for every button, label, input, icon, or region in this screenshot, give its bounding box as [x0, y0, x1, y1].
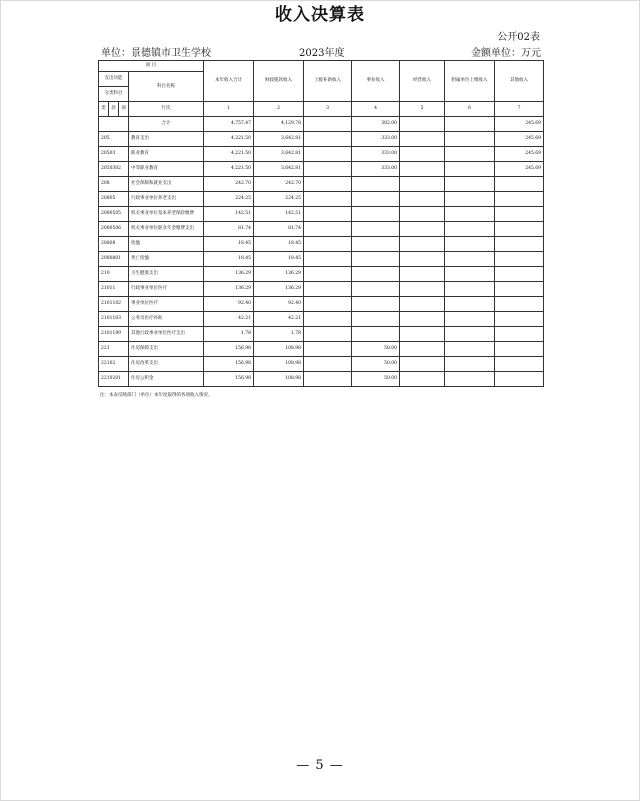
- amount-cell: 92.40: [254, 297, 304, 312]
- col-header: 事业收入: [352, 61, 400, 102]
- amount-cell: [352, 297, 400, 312]
- subject-name: 抚恤: [129, 237, 204, 252]
- amount-cell: 50.00: [352, 342, 400, 357]
- amount-cell: [400, 372, 445, 387]
- amount-cell: [400, 192, 445, 207]
- col-number: 3: [304, 102, 352, 117]
- subject-name: 中等职业教育: [129, 162, 204, 177]
- amount-cell: [352, 312, 400, 327]
- amount-cell: [352, 282, 400, 297]
- subject-name: 教育支出: [129, 132, 204, 147]
- amount-cell: [304, 312, 352, 327]
- amount-cell: 3,642.81: [254, 132, 304, 147]
- subject-code: 210: [99, 267, 129, 282]
- table-row: [99, 327, 544, 342]
- subject-name: 卫生健康支出: [129, 267, 204, 282]
- col-number: 5: [400, 102, 445, 117]
- amount-cell: [400, 357, 445, 372]
- subject-name: 事业单位医疗: [129, 297, 204, 312]
- amount-cell: 18.45: [204, 252, 254, 267]
- amount-cell: 42.21: [254, 312, 304, 327]
- amount-cell: 18.45: [204, 237, 254, 252]
- subject-code: 20503: [99, 147, 129, 162]
- func-class-header-2: 分类科目: [99, 87, 129, 102]
- amount-cell: 42.21: [204, 312, 254, 327]
- table-row: [99, 267, 544, 282]
- amount-cell: 136.29: [254, 267, 304, 282]
- col-header: 其他收入: [495, 61, 544, 102]
- subject-code: 2050302: [99, 162, 129, 177]
- col-header: 财政拨款收入: [254, 61, 304, 102]
- amount-cell: [495, 282, 544, 297]
- amount-cell: [495, 312, 544, 327]
- amount-cell: 156.98: [204, 372, 254, 387]
- amount-cell: [445, 132, 495, 147]
- total-row: [99, 117, 544, 132]
- subject-code: 205: [99, 132, 129, 147]
- amount-cell: [445, 207, 495, 222]
- amount-cell: [352, 222, 400, 237]
- amount-cell: [400, 147, 445, 162]
- col-number: 4: [352, 102, 400, 117]
- amount-cell: [445, 162, 495, 177]
- total-label: 合计: [129, 117, 204, 132]
- amount-cell: [304, 267, 352, 282]
- table-row: [99, 132, 544, 147]
- amount-cell: 108.98: [254, 357, 304, 372]
- amount-cell: 136.29: [254, 282, 304, 297]
- amount-cell: [445, 177, 495, 192]
- amount-cell: 245.69: [495, 132, 544, 147]
- amount-cell: [445, 327, 495, 342]
- table-row: [99, 252, 544, 267]
- table-row: [99, 222, 544, 237]
- subject-name: 机关事业单位职业年金缴费支出: [129, 222, 204, 237]
- amount-cell: [400, 297, 445, 312]
- amount-cell: 245.69: [495, 147, 544, 162]
- row-no-header: 行次: [129, 102, 204, 117]
- amount-cell: 333.00: [352, 132, 400, 147]
- amount-unit: 金额单位：万元: [471, 48, 541, 59]
- total-value: 4,757.47: [204, 117, 254, 132]
- amount-cell: [495, 222, 544, 237]
- amount-cell: [495, 207, 544, 222]
- amount-cell: [445, 192, 495, 207]
- subject-code: 20808: [99, 237, 129, 252]
- amount-cell: [495, 252, 544, 267]
- subject-code: 2101199: [99, 327, 129, 342]
- amount-cell: 3,642.81: [254, 162, 304, 177]
- amount-cell: 136.29: [204, 282, 254, 297]
- col-header: 上级补助收入: [304, 61, 352, 102]
- amount-cell: 18.45: [254, 237, 304, 252]
- table-row: [99, 282, 544, 297]
- amount-cell: 4,221.50: [204, 147, 254, 162]
- amount-cell: [495, 267, 544, 282]
- amount-cell: [495, 372, 544, 387]
- amount-cell: [400, 327, 445, 342]
- subject-code: 221: [99, 342, 129, 357]
- subject-name-header: 科目名称: [129, 72, 204, 102]
- amount-cell: [445, 342, 495, 357]
- subject-code: 2080505: [99, 207, 129, 222]
- amount-cell: [400, 162, 445, 177]
- amount-cell: [400, 312, 445, 327]
- amount-cell: [304, 252, 352, 267]
- amount-cell: [352, 237, 400, 252]
- amount-cell: [304, 162, 352, 177]
- amount-cell: [304, 372, 352, 387]
- amount-cell: [304, 342, 352, 357]
- lei-header: 类: [99, 102, 109, 117]
- total-value: 245.69: [495, 117, 544, 132]
- amount-cell: [445, 237, 495, 252]
- amount-cell: [495, 327, 544, 342]
- amount-cell: 333.00: [352, 147, 400, 162]
- amount-cell: [445, 252, 495, 267]
- amount-cell: [445, 267, 495, 282]
- subject-code: 20805: [99, 192, 129, 207]
- amount-cell: [445, 147, 495, 162]
- amount-cell: [352, 207, 400, 222]
- page-title: 收入决算表: [275, 5, 365, 25]
- amount-cell: [445, 297, 495, 312]
- table-row: [99, 192, 544, 207]
- table-row: [99, 357, 544, 372]
- amount-cell: [304, 222, 352, 237]
- amount-cell: [495, 297, 544, 312]
- func-class-header: 支出功能: [99, 72, 129, 87]
- amount-cell: 3,642.81: [254, 147, 304, 162]
- subject-name: 行政事业单位医疗: [129, 282, 204, 297]
- amount-cell: [495, 342, 544, 357]
- table-row: [99, 372, 544, 387]
- amount-cell: 108.98: [254, 372, 304, 387]
- subject-code: 208: [99, 177, 129, 192]
- amount-cell: [304, 297, 352, 312]
- amount-cell: 1.78: [204, 327, 254, 342]
- subject-name: 职业教育: [129, 147, 204, 162]
- amount-cell: 142.51: [254, 207, 304, 222]
- amount-cell: [304, 207, 352, 222]
- amount-cell: [445, 222, 495, 237]
- amount-cell: [352, 192, 400, 207]
- amount-cell: [495, 357, 544, 372]
- amount-cell: 1.78: [254, 327, 304, 342]
- amount-cell: [352, 267, 400, 282]
- subject-code: 22102: [99, 357, 129, 372]
- subject-name: 社会保障和就业支出: [129, 177, 204, 192]
- amount-cell: [445, 282, 495, 297]
- amount-cell: [400, 237, 445, 252]
- col-number: 6: [445, 102, 495, 117]
- subject-name: 住房公积金: [129, 372, 204, 387]
- subject-code: 2101102: [99, 297, 129, 312]
- table-row: [99, 147, 544, 162]
- unit-row: [101, 44, 541, 58]
- amount-cell: [400, 342, 445, 357]
- subject-name: 其他行政事业单位医疗支出: [129, 327, 204, 342]
- subject-name: 行政事业单位养老支出: [129, 192, 204, 207]
- fiscal-year: 2023年度: [299, 48, 345, 59]
- col-header: 本年收入合计: [204, 61, 254, 102]
- amount-cell: 245.69: [495, 162, 544, 177]
- amount-cell: [304, 177, 352, 192]
- amount-cell: [400, 132, 445, 147]
- amount-cell: [352, 327, 400, 342]
- amount-cell: [445, 372, 495, 387]
- amount-cell: 224.25: [254, 192, 304, 207]
- total-value: [445, 117, 495, 132]
- amount-cell: [495, 192, 544, 207]
- subject-name: 死亡抚恤: [129, 252, 204, 267]
- amount-cell: [304, 327, 352, 342]
- income-table: [98, 60, 544, 387]
- subject-name: 公务员医疗补助: [129, 312, 204, 327]
- amount-cell: [304, 147, 352, 162]
- amount-cell: [400, 207, 445, 222]
- amount-cell: [304, 282, 352, 297]
- kuan-header: 款: [109, 102, 119, 117]
- subject-name: 住房保障支出: [129, 342, 204, 357]
- amount-cell: [304, 237, 352, 252]
- table-row: [99, 177, 544, 192]
- subject-code: 2080506: [99, 222, 129, 237]
- amount-cell: [445, 357, 495, 372]
- col-number: 7: [495, 102, 544, 117]
- unit-label: 单位：景德镇市卫生学校: [101, 48, 211, 59]
- amount-cell: [304, 192, 352, 207]
- amount-cell: 136.29: [204, 267, 254, 282]
- amount-cell: [445, 312, 495, 327]
- table-row: [99, 162, 544, 177]
- amount-cell: 242.70: [254, 177, 304, 192]
- total-value: [304, 117, 352, 132]
- amount-cell: 92.40: [204, 297, 254, 312]
- table-row: [99, 237, 544, 252]
- subject-code: 2080801: [99, 252, 129, 267]
- xiang-header: 项: [119, 102, 129, 117]
- amount-cell: [352, 252, 400, 267]
- table-row: [99, 312, 544, 327]
- amount-cell: 81.74: [204, 222, 254, 237]
- amount-cell: [304, 132, 352, 147]
- amount-cell: [304, 357, 352, 372]
- project-header: 项 目: [99, 61, 204, 72]
- amount-cell: 142.51: [204, 207, 254, 222]
- amount-cell: [495, 177, 544, 192]
- amount-cell: 333.00: [352, 162, 400, 177]
- amount-cell: 4,221.50: [204, 132, 254, 147]
- col-header: 附属单位上缴收入: [445, 61, 495, 102]
- subject-code: 2210201: [99, 372, 129, 387]
- amount-cell: [400, 222, 445, 237]
- total-value: [400, 117, 445, 132]
- table-note: 注：本表反映部门（单位）本年度取得的各项收入情况。: [100, 393, 213, 398]
- form-number: 公开02表: [497, 32, 540, 43]
- subject-code: 21011: [99, 282, 129, 297]
- amount-cell: [400, 267, 445, 282]
- amount-cell: [495, 237, 544, 252]
- amount-cell: 4,221.50: [204, 162, 254, 177]
- subject-name: 机关事业单位基本养老保险缴费: [129, 207, 204, 222]
- amount-cell: [352, 177, 400, 192]
- table-row: [99, 207, 544, 222]
- amount-cell: 50.00: [352, 372, 400, 387]
- amount-cell: 108.98: [254, 342, 304, 357]
- amount-cell: 18.45: [254, 252, 304, 267]
- amount-cell: 81.74: [254, 222, 304, 237]
- amount-cell: [400, 282, 445, 297]
- amount-cell: 224.25: [204, 192, 254, 207]
- amount-cell: 50.00: [352, 357, 400, 372]
- amount-cell: 156.98: [204, 357, 254, 372]
- subject-code: 2101103: [99, 312, 129, 327]
- col-number: 2: [254, 102, 304, 117]
- table-row: [99, 297, 544, 312]
- amount-cell: [400, 252, 445, 267]
- col-number: 1: [204, 102, 254, 117]
- col-header: 经营收入: [400, 61, 445, 102]
- total-value: 382.00: [352, 117, 400, 132]
- page-number: — 5 —: [296, 758, 344, 773]
- subject-name: 住房改革支出: [129, 357, 204, 372]
- amount-cell: 242.70: [204, 177, 254, 192]
- total-value: 4,129.78: [254, 117, 304, 132]
- amount-cell: [400, 177, 445, 192]
- amount-cell: 156.98: [204, 342, 254, 357]
- table-row: [99, 342, 544, 357]
